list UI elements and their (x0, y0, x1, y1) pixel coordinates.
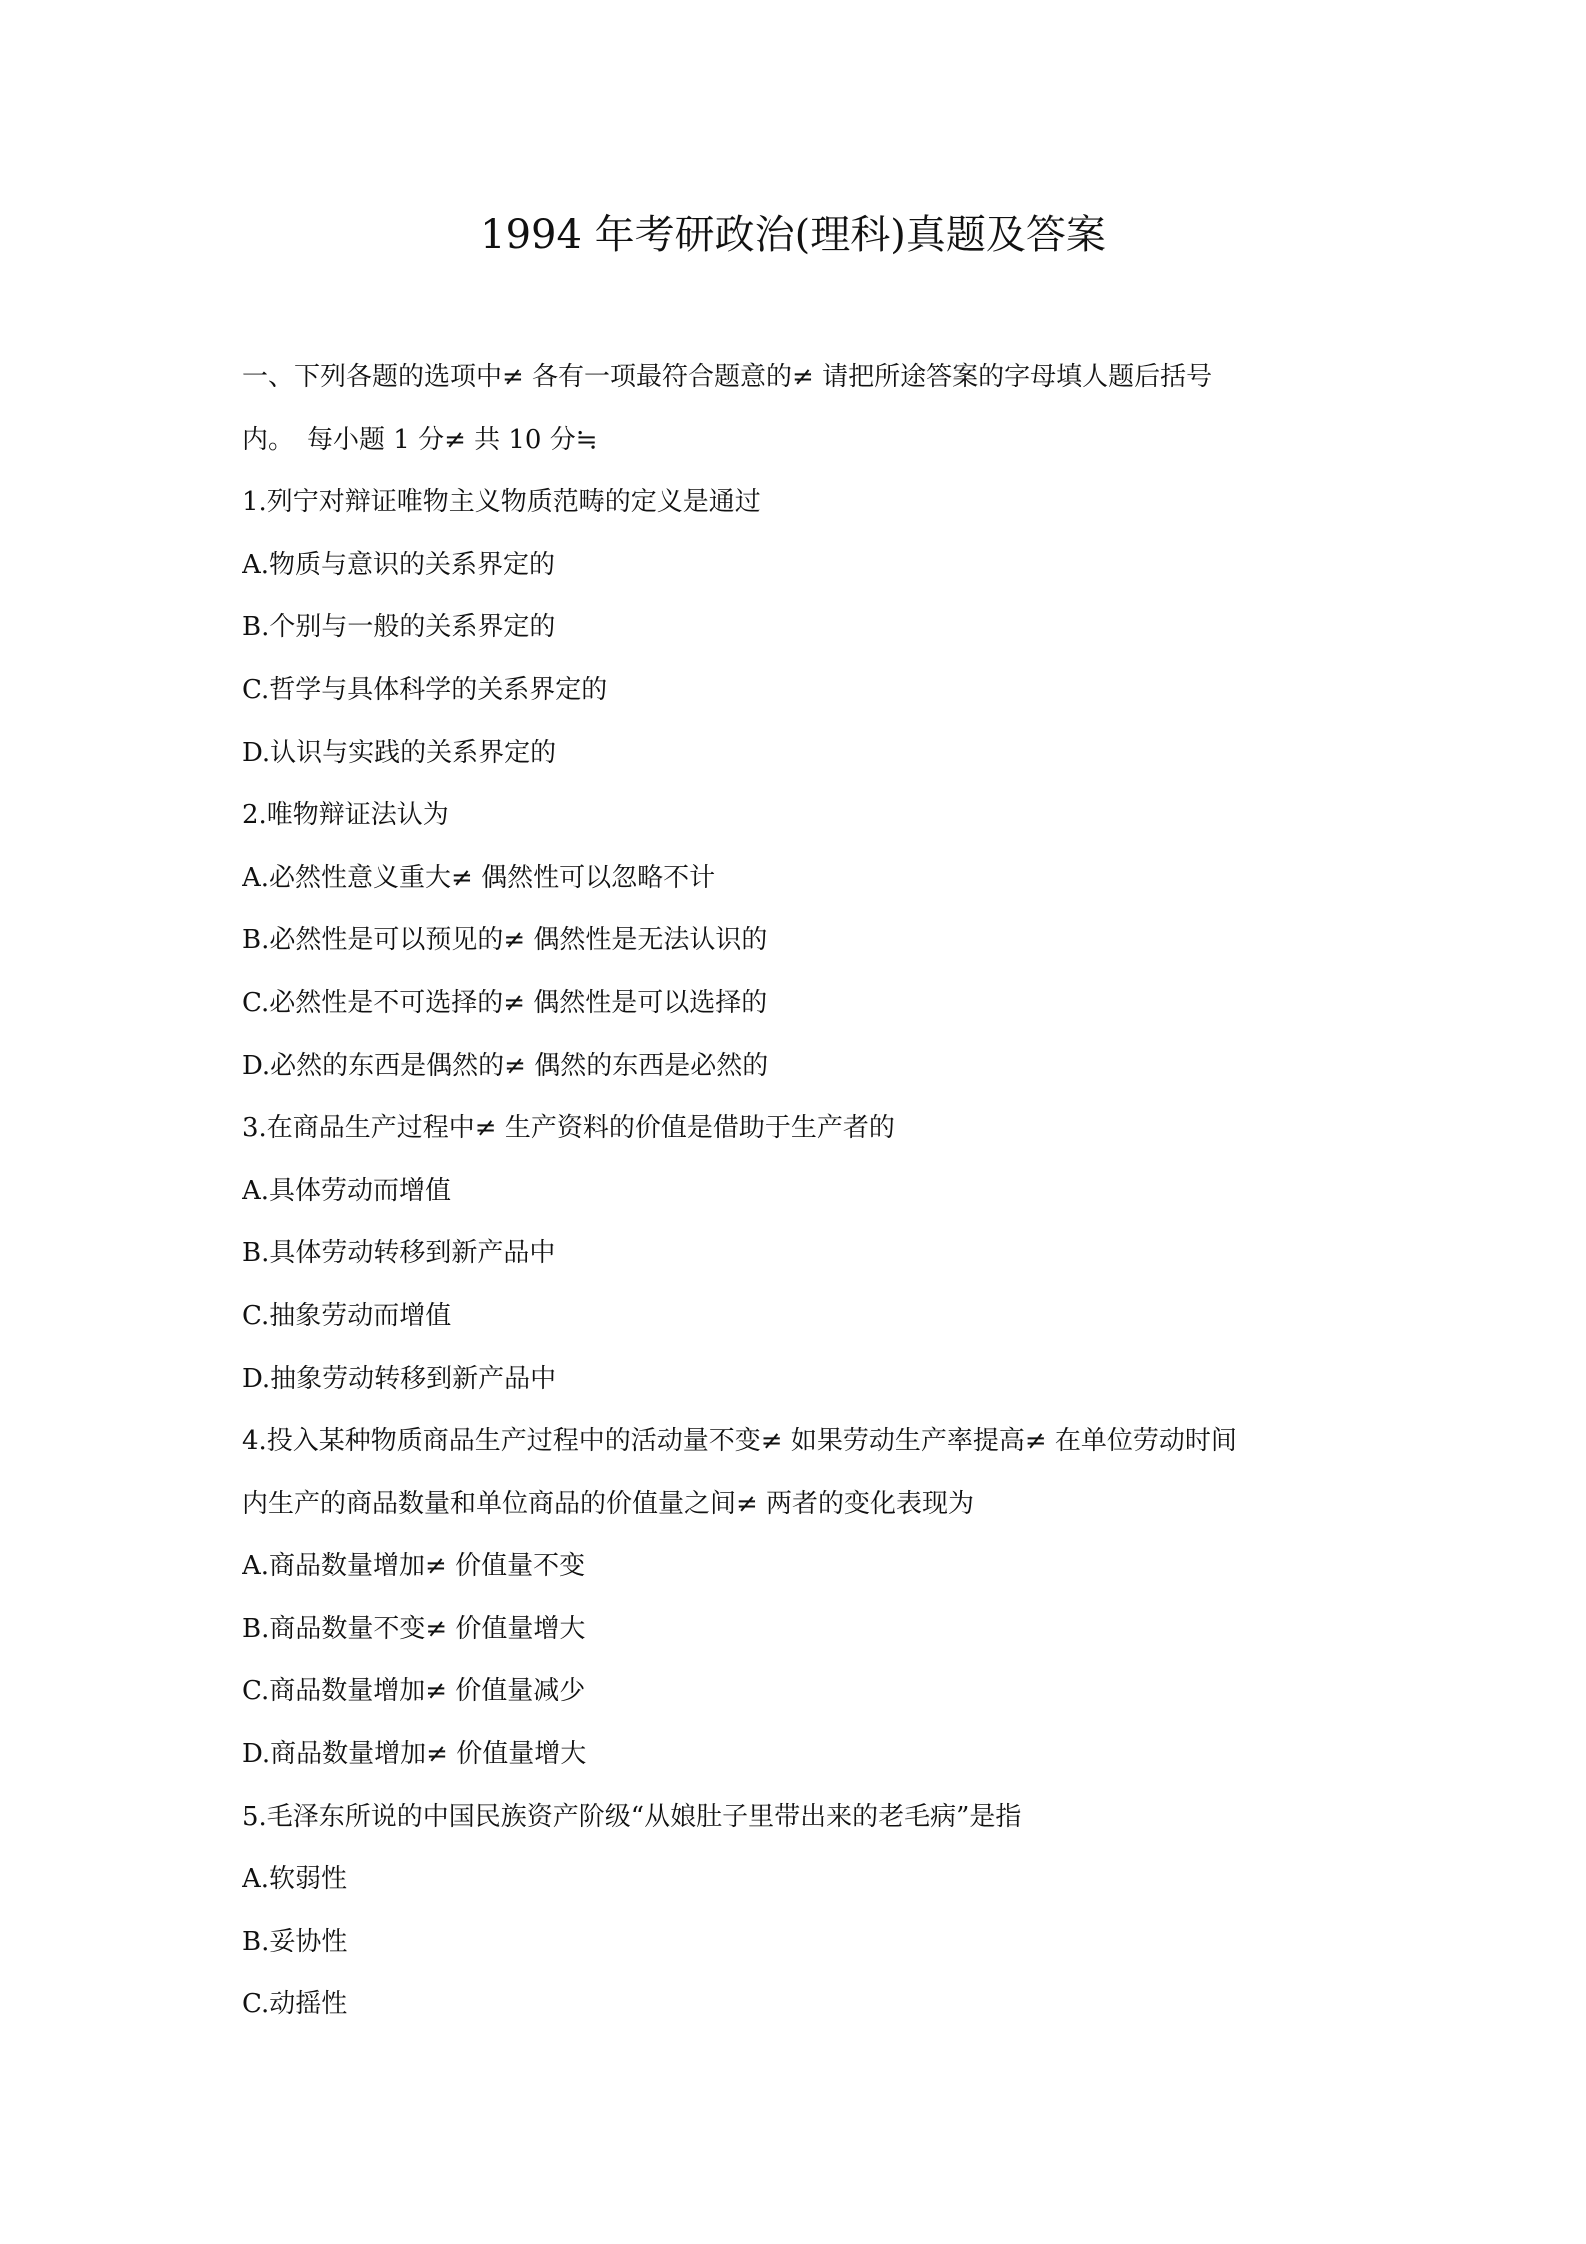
question-2-option-a: A.必然性意义重大≠ 偶然性可以忽略不计 (242, 862, 716, 893)
question-5-option-b: B.妥协性 (242, 1926, 348, 1957)
question-2-option-c: C.必然性是不可选择的≠ 偶然性是可以选择的 (242, 987, 768, 1018)
document-title: 1994 年考研政治(理科)真题及答案 (480, 212, 1106, 258)
document-body (242, 346, 1352, 2036)
question-3: 3.在商品生产过程中≠ 生产资料的价值是借助于生产者的 (242, 1113, 895, 1144)
question-3-option-d: D.抽象劳动转移到新产品中 (242, 1363, 557, 1394)
question-1-option-d: D.认识与实践的关系界定的 (242, 737, 557, 768)
question-2: 2.唯物辩证法认为 (242, 800, 449, 831)
question-1-option-a: A.物质与意识的关系界定的 (242, 549, 556, 580)
question-1: 1.列宁对辩证唯物主义物质范畴的定义是通过 (242, 487, 761, 518)
question-2-option-b: B.必然性是可以预见的≠ 偶然性是无法认识的 (242, 925, 768, 956)
question-2-option-d: D.必然的东西是偶然的≠ 偶然的东西是必然的 (242, 1050, 769, 1081)
question-5-option-c: C.动摇性 (242, 1989, 348, 2020)
question-4-option-d: D.商品数量增加≠ 价值量增大 (242, 1739, 587, 1770)
question-3-option-b: B.具体劳动转移到新产品中 (242, 1238, 556, 1269)
section-heading-line-2: 内。 每小题 1 分≠ 共 10 分≒ (242, 424, 598, 455)
question-5: 5.毛泽东所说的中国民族资产阶级“从娘肚子里带出来的老毛病”是指 (242, 1801, 1022, 1832)
question-1-option-b: B.个别与一般的关系界定的 (242, 612, 556, 643)
question-3-option-a: A.具体劳动而增值 (242, 1175, 452, 1206)
section-heading-line-1: 一、下列各题的选项中≠ 各有一项最符合题意的≠ 请把所途答案的字母填人题后括号 (242, 362, 1213, 392)
question-1-option-c: C.哲学与具体科学的关系界定的 (242, 674, 608, 705)
question-4-option-c: C.商品数量增加≠ 价值量减少 (242, 1676, 586, 1707)
question-3-option-c: C.抽象劳动而增值 (242, 1300, 452, 1331)
question-5-option-a: A.软弱性 (242, 1864, 348, 1895)
question-4-line-2: 内生产的商品数量和单位商品的价值量之间≠ 两者的变化表现为 (242, 1488, 975, 1519)
question-4-option-b: B.商品数量不变≠ 价值量增大 (242, 1613, 586, 1644)
question-4-line-1: 4.投入某种物质商品生产过程中的活动量不变≠ 如果劳动生产率提高≠ 在单位劳动时间 (242, 1426, 1237, 1457)
question-4-option-a: A.商品数量增加≠ 价值量不变 (242, 1551, 586, 1582)
